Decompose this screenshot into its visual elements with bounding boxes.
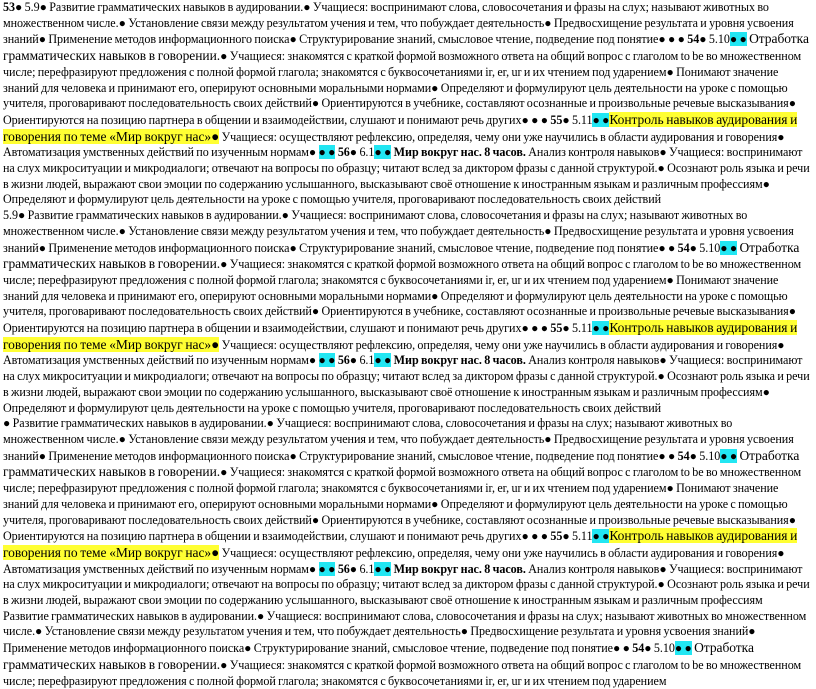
bullet-marker: ● ●: [374, 561, 392, 576]
section-number: 6.1: [359, 561, 375, 576]
lesson-details: ● Учащиеся: знакомятся с краткой формой возможного ответа на общий вопрос с глаголом to be во множественном числе; перефразируют предложения с полной формой глагола; знакомятся с буквосочетаниями ir, er, ur и их чтением под ударением● Понимают значение знаний для человека и принимают его, оперируют основными моральными нормами● Определяют и формулируют цель деятельности на уроке с помощью учителя, проговаривают последовательность своих действий● Ориентируются в учебнике, составляют осознанные и произвольные речевые высказывания● Ориентируются на позицию партнера в общении и взаимодействии, слушают и понимают речь других● ● ●: [3, 465, 802, 544]
lesson-details: Анализ контроля навыков● Учащиеся: воспринимают на слух микроситуации и микродиалоги; отвечают на вопросы по образцу; читают вслед за диктором фразы с данной структурой.● Осознают роль языка и речи в жизни людей, выражают свои эмоции по содержанию услышанного, высказывают своё отношение к иностранным языкам и различным профессиям● Определяют и формулируют цель деятельности на уроке с помощью учителя, проговаривают последовательность своих действий: [3, 145, 810, 207]
lesson-details: Анализ контроля навыков● Учащиеся: воспринимают на слух микроситуации и микродиалоги; отвечают на вопросы по образцу; читают вслед за диктором фразы с данной структурой.● Осознают роль языка и речи в жизни людей, выражают свои эмоции по содержанию услышанного, высказывают своё отношение к иностранным языкам и различным профессиям: [3, 561, 810, 608]
topic-heading-highlighted: Контроль навыков аудирования и говорения по теме «Мир вокруг нас»●: [3, 111, 798, 144]
lesson-intro: 5.9● Развитие грамматических навыков в аудировании.● Учащиеся: воспринимают слова, словосочетания и фразы на слух; называют животных во множественном числе.● Установление связи между результатом учения и тем, что побуждает деятельность● Предвосхищение результата и уровня усвоения знаний● Применение методов информационного поиска● Структурирование знаний, смысловое чтение, подведение под понятие● ● ●: [3, 0, 794, 47]
lesson-number: 54●: [687, 32, 707, 47]
lesson-number: 55●: [550, 529, 570, 544]
bullet-marker: ● ●: [592, 321, 610, 336]
bullet-marker: ● ●: [374, 353, 392, 368]
lesson-number: 55●: [550, 112, 570, 127]
section-number: 5.10: [653, 641, 675, 656]
bullet-marker: ● ●: [318, 145, 336, 160]
topic-heading: Мир вокруг нас. 8 часов.: [393, 353, 526, 368]
lesson-intro: Развитие грамматических навыков в аудировании.● Учащиеся: воспринимают слова, словосочетания и фразы на слух; называют животных во множественном числе.● Установление связи между результатом учения и тем, что побуждает деятельность● Предвосхищение результата и уровня усвоения знаний● Применение методов информационного поиска● Структурирование знаний, смысловое чтение, подведение под понятие● ●: [3, 608, 807, 656]
section-number: 6.1: [359, 145, 375, 160]
topic-heading: Отработка грамматических навыков в говорении.: [3, 640, 754, 672]
topic-heading-highlighted: Контроль навыков аудирования и говорения по теме «Мир вокруг нас»●: [3, 320, 798, 352]
lesson-details: ● Учащиеся: знакомятся с краткой формой возможного ответа на общий вопрос с глаголом to be во множественном числе; перефразируют предложения с полной формой глагола; знакомятся с буквосочетаниями ir, er, ur и их чтением под ударением: [3, 657, 802, 688]
lesson-number: 56●: [337, 145, 358, 160]
section-number: 5.10: [699, 448, 721, 463]
section-number: 6.1: [359, 353, 375, 368]
topic-heading: Мир вокруг нас. 8 часов.: [393, 145, 526, 160]
lesson-number: 54●: [677, 240, 697, 255]
bullet-marker: ● ●: [374, 145, 392, 160]
lesson-details: ● Учащиеся: знакомятся с краткой формой возможного ответа на общий вопрос с глаголом to be во множественном числе; перефразируют предложения с полной формой глагола; знакомятся с буквосочетаниями ir, er, ur и их чтением под ударением● Понимают значение знаний для человека и принимают его, оперируют основными моральными нормами● Определяют и формулируют цель деятельности на уроке с помощью учителя, проговаривают последовательность своих действий● Ориентируются в учебнике, составляют осознанные и произвольные речевые высказывания● Ориентируются на позицию партнера в общении и взаимодействии, слушают и понимают речь других● ● ●: [3, 257, 802, 336]
bullet-marker: ● ●: [592, 529, 610, 544]
lesson-intro: 5.9● Развитие грамматических навыков в аудировании.● Учащиеся: воспринимают слова, словосочетания и фразы на слух; называют животных во множественном числе.● Установление связи между результатом учения и тем, что побуждает деятельность● Предвосхищение результата и уровня усвоения знаний● Применение методов информационного поиска● Структурирование знаний, смысловое чтение, подведение под понятие● ●: [3, 208, 794, 255]
bullet-marker: ● ●: [592, 112, 610, 127]
section-number: 5.11: [571, 529, 593, 544]
topic-heading: Отработка грамматических навыков в говорении.: [3, 239, 800, 272]
section-number: 5.11: [571, 321, 593, 336]
section-number: 5.11: [571, 112, 593, 127]
lesson-number: 54●: [632, 641, 652, 656]
section-number: 5.10: [699, 240, 721, 255]
lesson-details: Анализ контроля навыков● Учащиеся: воспринимают на слух микроситуации и микродиалоги; отвечают на вопросы по образцу; читают вслед за диктором фразы с данной структурой.● Осознают роль языка и речи в жизни людей, выражают свои эмоции по содержанию услышанного, высказывают своё отношение к иностранным языкам и различным профессиям● Определяют и формулируют цель деятельности на уроке с помощью учителя, проговаривают последовательность своих действий: [3, 353, 810, 415]
lesson-number: 53●: [3, 0, 23, 14]
topic-heading-highlighted: Контроль навыков аудирования и говорения по теме «Мир вокруг нас»●: [3, 528, 798, 560]
lesson-details: Учащиеся: осуществляют рефлексию, определяя, чему они уже научились в области аудирования и говорения● Автоматизация умственных действий по изученным нормам●: [3, 545, 785, 576]
lesson-number: 55●: [550, 321, 570, 336]
lesson-number: 54●: [677, 448, 697, 463]
bullet-marker: ● ●: [720, 240, 738, 255]
lesson-number: 56●: [337, 561, 358, 576]
lesson-details: Учащиеся: осуществляют рефлексию, определяя, чему они уже научились в области аудирования и говорения● Автоматизация умственных действий по изученным нормам●: [3, 337, 785, 368]
bullet-marker: ● ●: [674, 641, 692, 656]
lesson-details: ● Учащиеся: знакомятся с краткой формой возможного ответа на общий вопрос с глаголом to be во множественном числе; перефразируют предложения с полной формой глагола; знакомятся с буквосочетаниями ir, er, ur и их чтением под ударением● Понимают значение знаний для человека и принимают его, оперируют основными моральными нормами● Определяют и формулируют цель деятельности на уроке с помощью учителя, проговаривают последовательность своих действий● Ориентируются в учебнике, составляют осознанные и произвольные речевые высказывания● Ориентируются на позицию партнера в общении и взаимодействии, слушают и понимают речь других● ● ●: [3, 49, 802, 127]
lesson-intro: ● Развитие грамматических навыков в аудировании.● Учащиеся: воспринимают слова, словосочетания и фразы на слух; называют животных во множественном числе.● Установление связи между результатом учения и тем, что побуждает деятельность● Предвосхищение результата и уровня усвоения знаний● Применение методов информационного поиска● Структурирование знаний, смысловое чтение, подведение под понятие● ●: [3, 416, 794, 463]
topic-heading: Отработка грамматических навыков в говорении.: [3, 447, 800, 480]
bullet-marker: ● ●: [720, 448, 738, 463]
bullet-marker: ● ●: [318, 353, 336, 368]
topic-heading: Мир вокруг нас. 8 часов.: [393, 561, 526, 576]
lesson-details: Учащиеся: осуществляют рефлексию, определяя, чему они уже научились в области аудирования и говорения● Автоматизация умственных действий по изученным нормам●: [3, 129, 785, 160]
bullet-marker: ● ●: [729, 32, 747, 47]
lesson-number: 56●: [337, 353, 358, 368]
section-number: 5.10: [708, 32, 730, 47]
topic-heading: Отработка грамматических навыков в говорении.: [3, 31, 809, 64]
bullet-marker: ● ●: [318, 561, 336, 576]
